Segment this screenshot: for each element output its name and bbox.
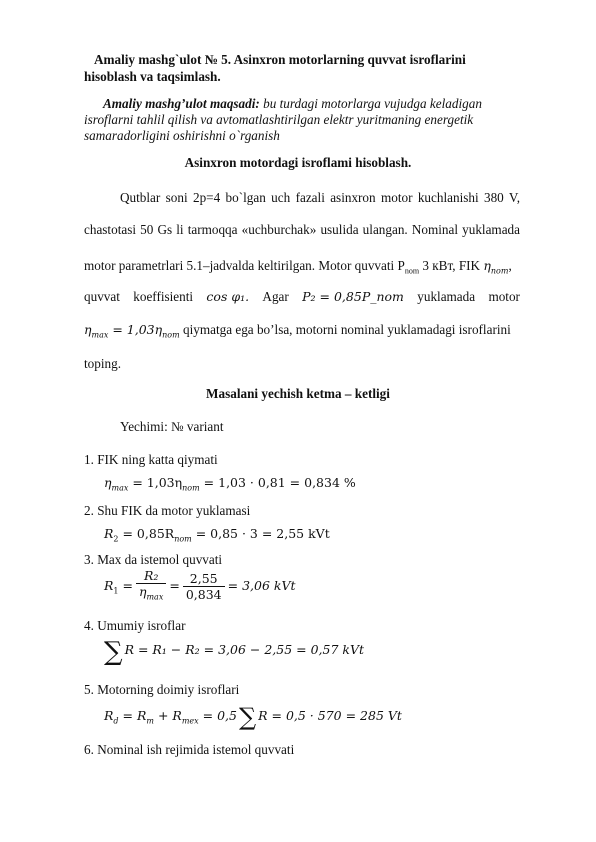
step-5-part-c: = 0,5 xyxy=(198,708,237,723)
variant-line: Yechimi: № variant xyxy=(120,419,224,434)
purpose-line-2: isroflarni tahlil qilish va avtomatlashtirilgan elektr yuritmaning energetik xyxy=(84,112,474,127)
step-1-formula-rest: = 1,03 · 0,81 = 0,834 % xyxy=(199,475,356,490)
sigma-icon: ∑ xyxy=(104,637,123,667)
paragraph-line-3 xyxy=(84,258,512,280)
step-5-formula: $R_d = R_m + R_{mex} = 0,5\sum$ R = 0,5 · 570 = 285 Vt xyxy=(104,703,402,731)
cos-phi-formula: cos φ₁. xyxy=(206,289,250,304)
solution-heading: Masalani yechish ketma – ketligi xyxy=(206,386,390,401)
title-line-2: hisoblash va taqsimlash. xyxy=(84,69,221,84)
purpose-line-1 xyxy=(103,96,482,112)
paragraph-line-1: Qutblar soni 2p=4 bo`lgan uch fazali asinxron motor kuchlanishi 380 V, xyxy=(120,190,520,205)
eta-symbol: η xyxy=(483,258,491,273)
title-line-1: Amaliy mashg`ulot № 5. Asinxron motorlarning quvvat isroflarini xyxy=(94,52,466,67)
eta-max-formula: = 1,03η xyxy=(108,322,163,337)
paragraph-line-4 xyxy=(84,289,520,305)
step-1-formula: $\eta_{max} = 1,03\eta_{nom} = 1,03 \cdot 0,81 = 0,834$ % xyxy=(104,475,356,493)
section-heading: Asinxron motordagi isroflami hisoblash. xyxy=(184,155,412,170)
eta-max-symbol: η xyxy=(84,322,92,337)
step-1-label: 1. FIK ning katta qiymati xyxy=(84,452,218,467)
paragraph-line-6: toping. xyxy=(84,356,121,371)
step-6-label: 6. Nominal ish rejimida istemol quvvati xyxy=(84,742,295,757)
purpose-text-1: bu turdagi motorlarga vujudga keladigan xyxy=(259,96,482,111)
paragraph-line-3-text-b: 3 кВт, FIK xyxy=(419,258,484,273)
purpose-label: Amaliy mashg’ulot maqsadi: xyxy=(103,96,260,111)
word-quvvat: quvvat xyxy=(84,289,120,304)
step-5-part-a: = R xyxy=(118,708,147,723)
step-5-label: 5. Motorning doimiy isroflari xyxy=(84,682,240,697)
step-4-formula xyxy=(104,637,365,667)
eta-nom-subscript-2: nom xyxy=(162,330,180,340)
paragraph-line-5 xyxy=(84,322,511,344)
paragraph-line-2: chastotasi 50 Gs li tarmoqqa «uchburchak» usulida ulangan. Nominal yuklamada xyxy=(84,222,520,237)
purpose-line-3: samaradorligini oshirishni o`rganish xyxy=(84,128,280,143)
fraction-1-denominator: $\eta_{max}$ xyxy=(138,584,164,602)
sigma-icon: ∑ xyxy=(238,703,257,731)
step-2-formula-rest: = 0,85 · 3 = 2,55 kVt xyxy=(191,526,330,541)
fraction-2 xyxy=(183,571,225,602)
fraction-1 xyxy=(136,568,166,605)
paragraph-line-3-text: motor parametrlari 5.1–jadvalda keltirilgan. Motor quvvati P xyxy=(84,258,405,273)
eta-nom-subscript: nom xyxy=(490,266,509,276)
step-3-formula: $R_1$ = $\frac{\text{R₂}}{\eta_{max}}$ = $\frac{2,55}{0,834}$ = 3,06 kVt xyxy=(104,568,296,607)
fraction-2-denominator: 0,834 xyxy=(185,586,222,602)
step-5-part-d: R = 0,5 · 570 = 285 Vt xyxy=(258,708,402,723)
eta-max-subscript: max xyxy=(91,330,109,340)
fraction-1-numerator: R₂ xyxy=(136,568,166,584)
step-2-label: 2. Shu FIK da motor yuklamasi xyxy=(84,503,251,518)
word-motor: motor xyxy=(488,289,520,304)
step-2-formula: $R_2 = 0,85R_{nom} = 0,85 \cdot 3 = 2,55$ kVt xyxy=(104,526,330,544)
step-2-formula-text: = 0,85R xyxy=(118,526,175,541)
step-4-formula-text: R = R₁ − R₂ = 3,06 − 2,55 = 0,57 kVt xyxy=(124,642,365,657)
word-agar: Agar xyxy=(262,289,289,304)
p-nom-subscript: nom xyxy=(404,266,420,276)
word-koeffisienti: koeffisienti xyxy=(133,289,194,304)
fraction-2-numerator: 2,55 xyxy=(183,571,225,587)
step-3-result: = 3,06 kVt xyxy=(227,577,296,593)
paragraph-line-3-end: , xyxy=(508,258,512,273)
paragraph-line-5-text: qiymatga ega bo’lsa, motorni nominal yuklamadagi isroflarini xyxy=(179,322,511,337)
step-5-part-b: + R xyxy=(153,708,182,723)
p2-formula: P₂ = 0,85P_nom xyxy=(302,289,404,304)
step-1-formula-text: = 1,03η xyxy=(132,475,183,490)
step-4-label: 4. Umumiy isroflar xyxy=(84,618,186,633)
step-3-label: 3. Max da istemol quvvati xyxy=(84,552,223,567)
word-yuklamada: yuklamada xyxy=(417,289,476,304)
